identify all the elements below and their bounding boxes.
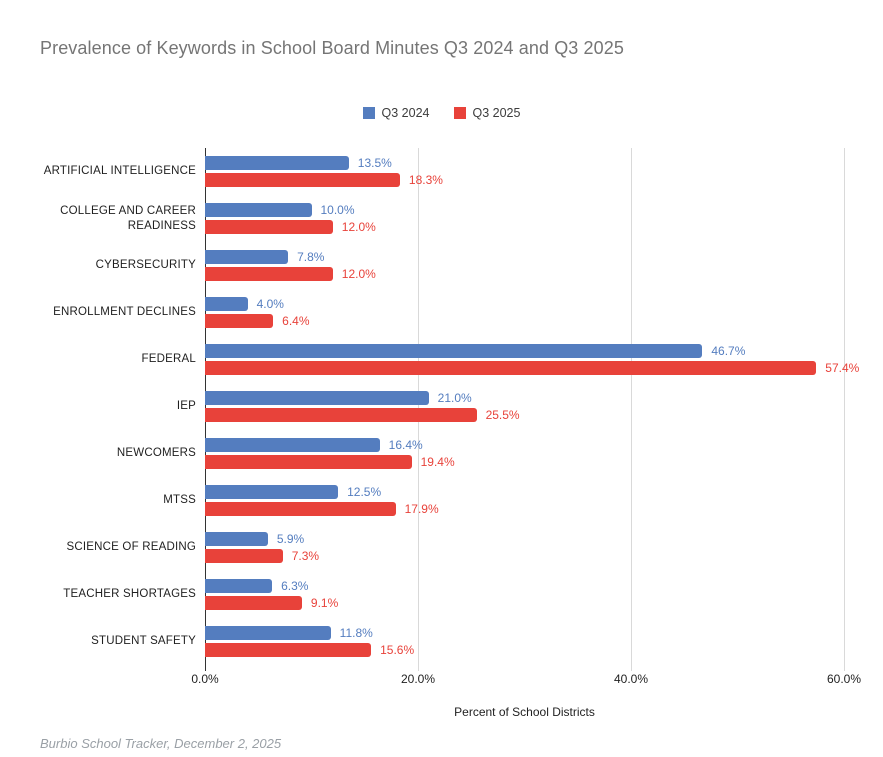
bars-group	[205, 195, 844, 242]
category-row	[0, 430, 883, 477]
legend-swatch	[454, 107, 466, 119]
category-row	[0, 195, 883, 242]
bar-value-label: 5.9%	[276, 532, 305, 546]
bar-track	[205, 626, 844, 640]
bar-value-label: 7.3%	[291, 549, 320, 563]
category-label-cell	[0, 399, 205, 414]
bars-group	[205, 571, 844, 618]
bar-track	[205, 438, 844, 452]
bar-value-label: 11.8%	[339, 626, 373, 640]
bar-value-label: 13.5%	[357, 156, 392, 170]
category-row	[0, 289, 883, 336]
category-label: FEDERAL	[141, 353, 196, 366]
bar-value-label: 25.5%	[485, 408, 520, 422]
bars-group	[205, 618, 844, 665]
category-label-cell	[0, 305, 205, 320]
bar-q3-2025	[205, 549, 283, 563]
category-label: IEP	[176, 400, 196, 413]
bar-q3-2024	[205, 532, 268, 546]
category-label: TEACHER SHORTAGES	[63, 588, 196, 601]
bar-value-label: 18.3%	[408, 173, 443, 187]
category-row	[0, 618, 883, 665]
category-label-cell	[0, 204, 205, 234]
bar-q3-2025	[205, 643, 371, 657]
bar-value-label: 6.3%	[281, 579, 309, 593]
category-row	[0, 524, 883, 571]
bar-rows	[0, 148, 883, 665]
bar-track	[205, 532, 844, 546]
bar-value-label: 57.4%	[825, 361, 860, 375]
bar-value-label: 19.4%	[420, 455, 455, 469]
bar-value-label: 17.9%	[404, 502, 439, 516]
bar-track	[205, 643, 844, 657]
bar-q3-2025	[205, 267, 333, 281]
category-row	[0, 336, 883, 383]
bar-q3-2025	[205, 408, 477, 422]
bar-track	[205, 173, 844, 187]
bar-value-label: 6.4%	[282, 314, 310, 328]
bar-value-label: 7.8%	[297, 250, 325, 264]
bar-value-label: 12.5%	[347, 485, 382, 499]
category-row	[0, 148, 883, 195]
bar-track	[205, 485, 844, 499]
category-label-cell	[0, 540, 205, 555]
bar-track	[205, 391, 844, 405]
bar-q3-2024	[205, 344, 702, 358]
bar-value-label: 15.6%	[380, 643, 415, 657]
bars-group	[205, 383, 844, 430]
category-row	[0, 242, 883, 289]
bar-value-label: 12.0%	[341, 220, 376, 234]
bars-group	[205, 477, 844, 524]
category-row	[0, 571, 883, 618]
legend-label: Q3 2024	[381, 106, 430, 120]
category-label-cell	[0, 446, 205, 461]
bar-value-label: 46.7%	[711, 344, 746, 358]
category-label: ENROLLMENT DECLINES	[53, 306, 196, 319]
category-label-cell	[0, 493, 205, 508]
bar-q3-2025	[205, 502, 396, 516]
bar-q3-2024	[205, 250, 288, 264]
bar-track	[205, 314, 844, 328]
source-note: Burbio School Tracker, December 2, 2025	[40, 736, 282, 751]
bar-track	[205, 156, 844, 170]
bar-track	[205, 455, 844, 469]
category-label-cell	[0, 587, 205, 602]
x-tick-label: 60.0%	[826, 672, 862, 686]
bar-value-label: 9.1%	[310, 596, 339, 610]
category-label: SCIENCE OF READING	[66, 541, 196, 554]
category-label-cell	[0, 634, 205, 649]
bars-group	[205, 430, 844, 477]
category-label: CYBERSECURITY	[95, 259, 196, 272]
bar-track	[205, 549, 844, 563]
bars-group	[205, 289, 844, 336]
category-row	[0, 477, 883, 524]
bar-q3-2025	[205, 455, 412, 469]
bar-value-label: 16.4%	[388, 438, 423, 452]
bars-group	[205, 148, 844, 195]
bar-track	[205, 579, 844, 593]
x-tick-label: 0.0%	[191, 672, 219, 686]
category-label: MTSS	[163, 494, 196, 507]
bar-q3-2024	[205, 438, 380, 452]
legend	[0, 106, 883, 120]
bar-track	[205, 203, 844, 217]
bar-track	[205, 297, 844, 311]
bars-group	[205, 242, 844, 289]
bar-value-label: 10.0%	[320, 203, 355, 217]
bar-q3-2025	[205, 173, 400, 187]
legend-item-q3-2025	[454, 106, 521, 120]
bar-track	[205, 361, 860, 375]
bar-value-label: 21.0%	[437, 391, 472, 405]
bar-track	[205, 220, 844, 234]
bar-q3-2025	[205, 314, 273, 328]
bar-q3-2025	[205, 361, 816, 375]
bar-q3-2024	[205, 485, 338, 499]
category-label: COLLEGE AND CAREER READINESS	[60, 204, 196, 232]
category-label: ARTIFICIAL INTELLIGENCE	[43, 165, 196, 178]
category-label-cell	[0, 164, 205, 179]
category-label-cell	[0, 352, 205, 367]
legend-item-q3-2024	[363, 106, 430, 120]
bar-track	[205, 250, 844, 264]
category-label: STUDENT SAFETY	[91, 635, 196, 648]
bar-track	[205, 408, 844, 422]
chart-title: Prevalence of Keywords in School Board Minutes Q3 2024 and Q3 2025	[40, 38, 624, 58]
x-axis-ticks	[191, 672, 862, 688]
bar-track	[205, 596, 844, 610]
bar-q3-2025	[205, 596, 302, 610]
bar-q3-2025	[205, 220, 333, 234]
bar-track	[205, 502, 844, 516]
bar-q3-2024	[205, 626, 331, 640]
x-tick-label: 20.0%	[400, 672, 436, 686]
bar-q3-2024	[205, 156, 349, 170]
bar-q3-2024	[205, 391, 429, 405]
bar-value-label: 4.0%	[256, 297, 284, 311]
bar-q3-2024	[205, 297, 248, 311]
x-axis-title: Percent of School Districts	[454, 705, 595, 719]
bar-q3-2024	[205, 579, 272, 593]
legend-swatch	[363, 107, 375, 119]
category-label: NEWCOMERS	[116, 447, 196, 460]
bar-track	[205, 267, 844, 281]
bars-group	[205, 336, 860, 383]
bar-q3-2024	[205, 203, 312, 217]
bars-group	[205, 524, 844, 571]
x-tick-label: 40.0%	[613, 672, 649, 686]
legend-label: Q3 2025	[472, 106, 521, 120]
bar-track	[205, 344, 844, 358]
bar-value-label: 12.0%	[341, 267, 376, 281]
category-row	[0, 383, 883, 430]
category-label-cell	[0, 258, 205, 273]
